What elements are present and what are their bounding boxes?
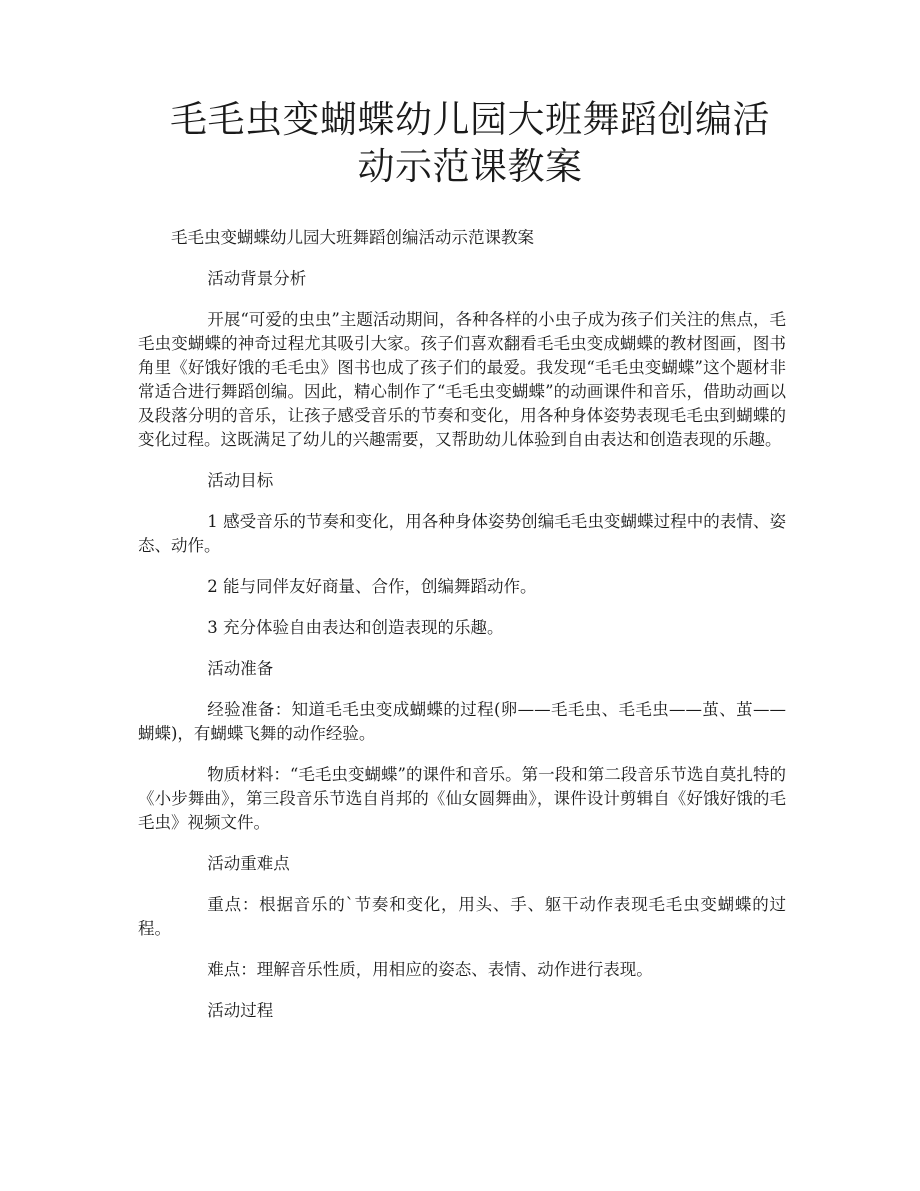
- paragraph-background: 开展“可爱的虫虫”主题活动期间，各种各样的小虫子成为孩子们关注的焦点，毛毛虫变蝴蝶的神奇过程尤其吸引大家。孩子们喜欢翻看毛毛虫变成蝴蝶的教材图画，图书角里《好饿好饿的毛毛虫》图书也成了孩子们的最爱。我发现“毛毛虫变蝴蝶”这个题材非常适合进行舞蹈创编。因此，精心制作了“毛毛虫变蝴蝶”的动画课件和音乐，借助动画以及段落分明的音乐，让孩子感受音乐的节奏和变化，用各种身体姿势表现毛毛虫到蝴蝶的变化过程。这既满足了幼儿的兴趣需要，又帮助幼儿体验到自由表达和创造表现的乐趣。: [138, 310, 786, 449]
- title-line-2: 动示范课教案: [357, 145, 583, 188]
- paragraph-experience-prep: 经验准备：知道毛毛虫变成蝴蝶的过程(卵——毛毛虫、毛毛虫——茧、茧——蝴蝶)，有蝴蝶飞舞的动作经验。: [138, 700, 786, 743]
- heading-key-points: 活动重难点: [207, 854, 290, 873]
- heading-background: 活动背景分析: [207, 269, 307, 288]
- heading-process: 活动过程: [207, 1001, 274, 1020]
- title-line-1: 毛毛虫变蝴蝶幼儿园大班舞蹈创编活: [170, 98, 770, 141]
- document-title: [150, 96, 790, 190]
- goal-item-3: 3 充分体验自由表达和创造表现的乐趣。: [207, 618, 504, 637]
- goal-item-2: 2 能与同伴友好商量、合作，创编舞蹈动作。: [207, 577, 537, 596]
- paragraph-key-point: 重点：根据音乐的`节奏和变化，用头、手、躯干动作表现毛毛虫变蝴蝶的过程。: [138, 895, 786, 938]
- document-body: [138, 226, 786, 1040]
- heading-preparation: 活动准备: [207, 659, 274, 678]
- heading-goals: 活动目标: [207, 471, 274, 490]
- paragraph-difficult-point: 难点：理解音乐性质，用相应的姿态、表情、动作进行表现。: [207, 960, 653, 979]
- paragraph-material-prep: 物质材料：“毛毛虫变蝴蝶”的课件和音乐。第一段和第二段音乐节选自莫扎特的《小步舞曲》，第三段音乐节选自肖邦的《仙女圆舞曲》，课件设计剪辑自《好饿好饿的毛毛虫》视频文件。: [138, 765, 786, 832]
- subtitle: 毛毛虫变蝴蝶幼儿园大班舞蹈创编活动示范课教案: [171, 228, 534, 247]
- goal-item-1: 1 感受音乐的节奏和变化，用各种身体姿势创编毛毛虫变蝴蝶过程中的表情、姿态、动作。: [138, 512, 786, 555]
